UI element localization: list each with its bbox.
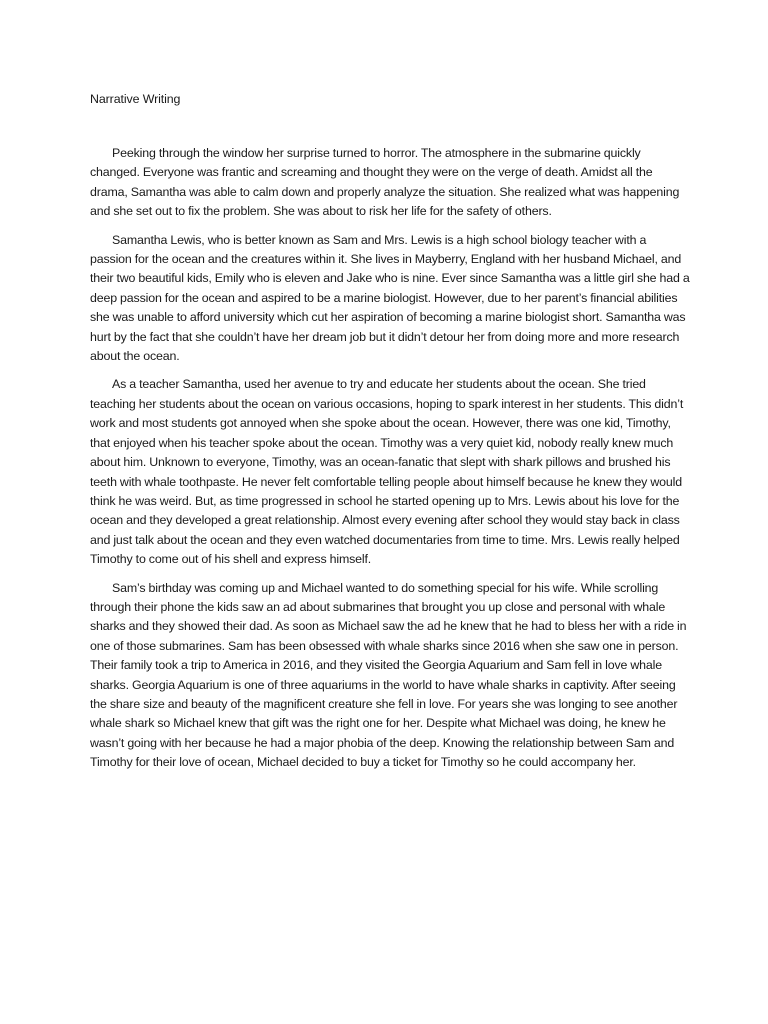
- document-title: Narrative Writing: [90, 92, 181, 106]
- paragraph-1: Peeking through the window her surprise turned to horror. The atmosphere in the submarine quickly changed. Everyone was frantic and screaming and thought they were on the verge of death. Amidst all the drama, Samantha was able to calm down and properly analyze the situation. She realized what was happening and she set out to fix the problem. She was about to risk her life for the safety of others.: [90, 146, 680, 219]
- paragraph-4: Sam’s birthday was coming up and Michael wanted to do something special for his wife. While scrolling through their phone the kids saw an ad about submarines that brought you up close and personal with whale sharks and they showed their dad. As soon as Michael saw the ad he knew that he had to bless her with a ride in one of those submarines. Sam has been obsessed with whale sharks since 2016 when she saw one in person. Their family took a trip to America in 2016, and they visited the Georgia Aquarium and Sam fell in love whale sharks. Georgia Aquarium is one of three aquariums in the world to have whale sharks in captivity. After seeing the share size and beauty of the magnificent creature she fell in love. For years she was longing to see another whale shark so Michael knew that gift was the right one for her. Despite what Michael was doing, he knew he wasn’t going with her because he had a major phobia of the deep. Knowing the relationship between Sam and Timothy for their love of ocean, Michael decided to buy a ticket for Timothy so he could accompany her.: [90, 580, 687, 770]
- paragraph-3: As a teacher Samantha, used her avenue to try and educate her students about the ocean. She tried teaching her students about the ocean on various occasions, hoping to spark interest in her students. This didn’t work and most students got annoyed when she spoke about the ocean. However, there was one kid, Timothy, that enjoyed when his teacher spoke about the ocean. Timothy was a very quiet kid, nobody really knew much about him. Unknown to everyone, Timothy, was an ocean-fanatic that slept with shark pillows and brushed his teeth with whale toothpaste. He never felt comfortable telling people about himself because he knew they would think he was weird. But, as time progressed in school he started opening up to Mrs. Lewis about his love for the ocean and they developed a great relationship. Almost every evening after school they would stay back in class and just talk about the ocean and they even watched documentaries from time to time. Mrs. Lewis really helped Timothy to come out of his shell and express himself.: [90, 377, 684, 567]
- paragraph-2: Samantha Lewis, who is better known as Sam and Mrs. Lewis is a high school biology teacher with a passion for the ocean and the creatures within it. She lives in Mayberry, England with her husband Michael, and their two beautiful kids, Emily who is eleven and Jake who is nine. Ever since Samantha was a little girl she had a deep passion for the ocean and aspired to be a marine biologist. However, due to her parent’s financial abilities she was unable to afford university which cut her aspiration of becoming a marine biologist short. Samantha was hurt by the fact that she couldn’t have her dream job but it didn’t detour her from doing more and more research about the ocean.: [90, 232, 690, 364]
